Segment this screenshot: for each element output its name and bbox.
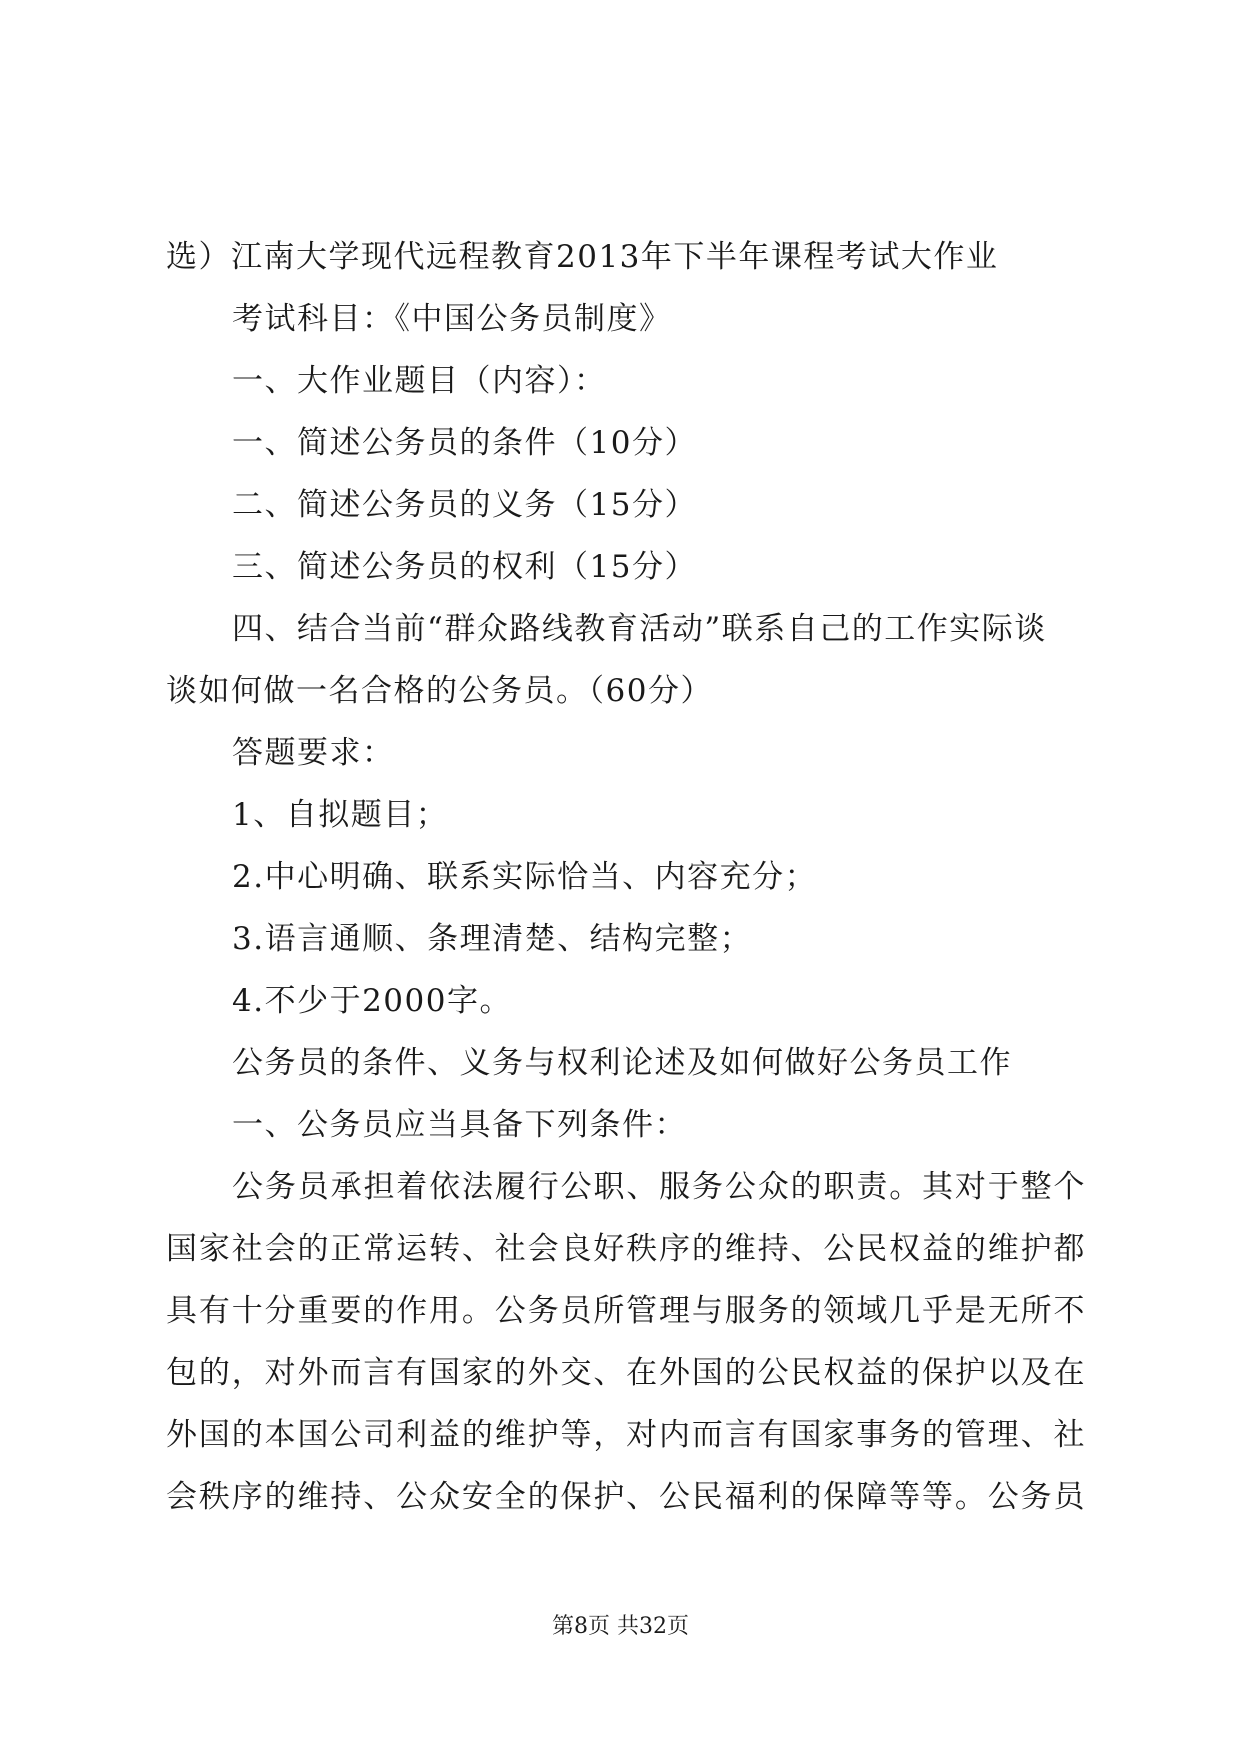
requirement-2: 2.中心明确、联系实际恰当、内容充分； (232, 859, 818, 895)
section-heading-assignment: 一、大作业题目（内容）： (232, 363, 607, 399)
paragraph-line-3: 具有十分重要的作用。公务员所管理与服务的领域几乎是无所不 (166, 1293, 1086, 1329)
question-1: 一、简述公务员的条件（10分） (232, 425, 697, 461)
essay-title: 公务员的条件、义务与权利论述及如何做好公务员工作 (232, 1045, 1012, 1081)
paragraph-line-1: 公务员承担着依法履行公职、服务公众的职责。其对于整个 (232, 1169, 1086, 1205)
question-2: 二、简述公务员的义务（15分） (232, 487, 697, 523)
paragraph-line-2: 国家社会的正常运转、社会良好秩序的维持、公民权益的维护都 (166, 1231, 1086, 1267)
question-4-line-2: 谈如何做一名合格的公务员。（60分） (166, 673, 713, 709)
question-4-line-1: 四、结合当前“群众路线教育活动”联系自己的工作实际谈 (232, 611, 1047, 647)
paragraph-line-6: 会秩序的维持、公众安全的保护、公民福利的保障等等。公务员 (166, 1479, 1086, 1515)
requirement-1: 1、自拟题目； (232, 797, 449, 833)
paragraph-line-5: 外国的本国公司利益的维护等，对内而言有国家事务的管理、社 (166, 1417, 1086, 1453)
question-3: 三、简述公务员的权利（15分） (232, 549, 697, 585)
essay-section-heading: 一、公务员应当具备下列条件： (232, 1107, 687, 1143)
requirement-4: 4.不少于2000字。 (232, 983, 512, 1019)
requirement-3: 3.语言通顺、条理清楚、结构完整； (232, 921, 753, 957)
paragraph-line-4: 包的，对外而言有国家的外交、在外国的公民权益的保护以及在 (166, 1355, 1086, 1391)
requirements-heading: 答题要求： (232, 735, 395, 771)
exam-subject-line: 考试科目：《中国公务员制度》 (232, 301, 672, 337)
text-line-1: 选）江南大学现代远程教育2013年下半年课程考试大作业 (166, 239, 999, 275)
page-footer: 第8页 共32页 (552, 1614, 689, 1639)
